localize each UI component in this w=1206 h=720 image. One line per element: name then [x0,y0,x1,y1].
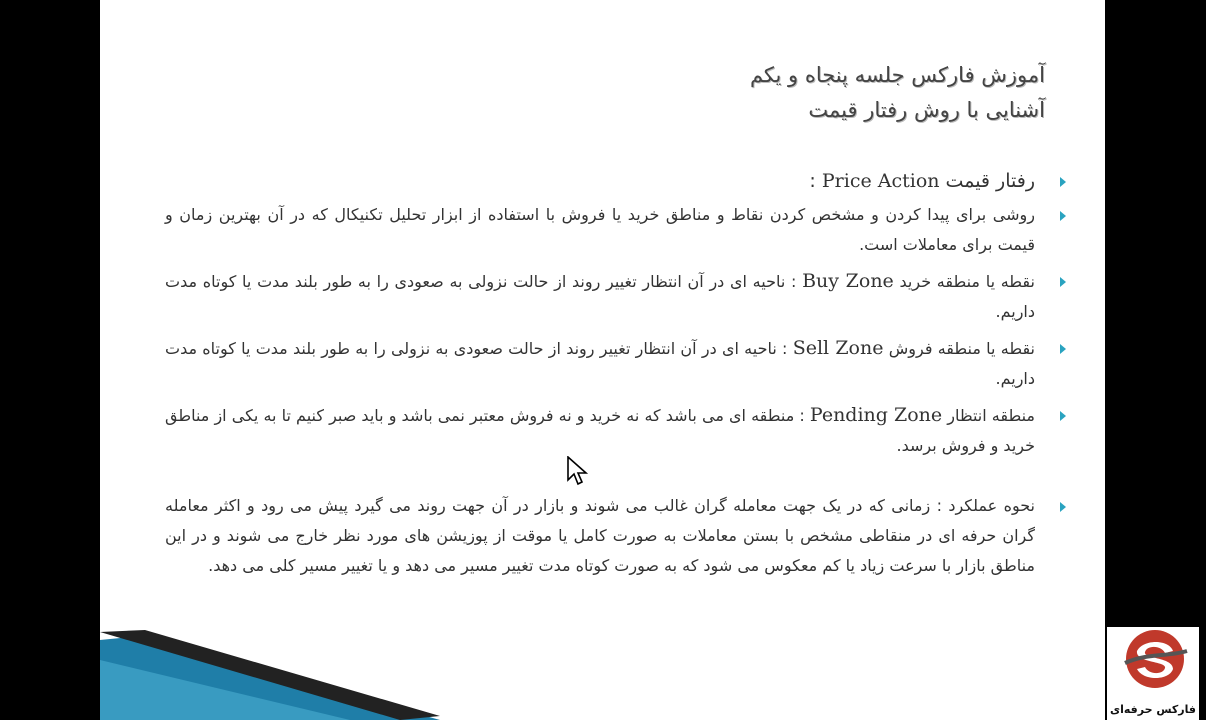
bullet-text: نقطه یا منطقه فروش [888,339,1036,358]
brand-logo [1107,627,1199,720]
bullet-pending-zone [165,400,1035,461]
triangle-bullet-icon [1060,211,1066,221]
bullet-text: : منطقه ای می باشد که نه خرید و نه فروش معتبر نمی باشد و باید صبر کنیم تا به یکی از مناطق خرید و فروش برسد. [165,406,1035,455]
bullet-term: Price Action [821,170,940,192]
bullet-term: Sell Zone [792,337,884,359]
title-line-2: آشنایی با روش رفتار قیمت [808,98,1045,122]
bullet-definition [165,200,1035,260]
bullet-text: : ناحیه ای در آن انتظار تغییر روند از حالت صعودی به نزولی را به طور بلند مدت یا کوتاه مدت داریم. [165,339,1035,388]
title-line-1: آموزش فارکس جلسه پنجاه و یکم [749,63,1045,87]
bullet-price-action [165,166,1035,196]
bullet-text: رفتار قیمت [945,170,1035,192]
bullet-text: نقطه یا منطقه خرید [899,272,1035,291]
brand-logo-text: فارکس حرفه‌ای [1110,703,1196,716]
bullet-sell-zone [165,333,1035,394]
bullet-term: Pending Zone [809,404,943,426]
bullet-text: : ناحیه ای در آن انتظار تغییر روند از حالت نزولی به صعودی را به طور بلند مدت یا کوتاه مدت داریم. [165,272,1035,321]
mouse-pointer-icon [566,456,590,486]
bullet-term: Buy Zone [802,270,894,292]
bullet-text: منطقه انتظار [947,406,1035,425]
triangle-bullet-icon [1060,277,1066,287]
bullet-text: نحوه عملکرد : زمانی که در یک جهت معامله گران غالب می شوند و بازار در آن جهت روند می گیرد پیش می رود و اکثر معامله گران حرفه ای در منقاطی مشخص با بستن معاملات به صورت کامل یا موقت از پوزیشن های مورد نظر خارج می شوند و در این مناطق بازار با سرعت زیاد یا کم معکوس می شود که به صورت کوتاه مدت تغییر مسیر می دهد و یا تغییر مسیر کلی می دهد. [165,496,1035,575]
bullet-text: : [809,170,822,192]
triangle-bullet-icon [1060,502,1066,512]
corner-decoration [100,630,440,720]
slide [100,0,1105,720]
bullet-list [165,166,1035,587]
bullet-how-it-works [165,491,1035,581]
triangle-bullet-icon [1060,344,1066,354]
bullet-text: روشی برای پیدا کردن و مشخص کردن نقاط و مناطق خرید یا فروش با استفاده از ابزار تحلیل تکنیکال که در آن بهترین زمان و قیمت برای معاملات است. [165,205,1035,254]
triangle-bullet-icon [1060,177,1066,187]
triangle-bullet-icon [1060,411,1066,421]
brand-logo-icon [1107,627,1199,697]
slide-title [485,58,1045,128]
bullet-buy-zone [165,266,1035,327]
